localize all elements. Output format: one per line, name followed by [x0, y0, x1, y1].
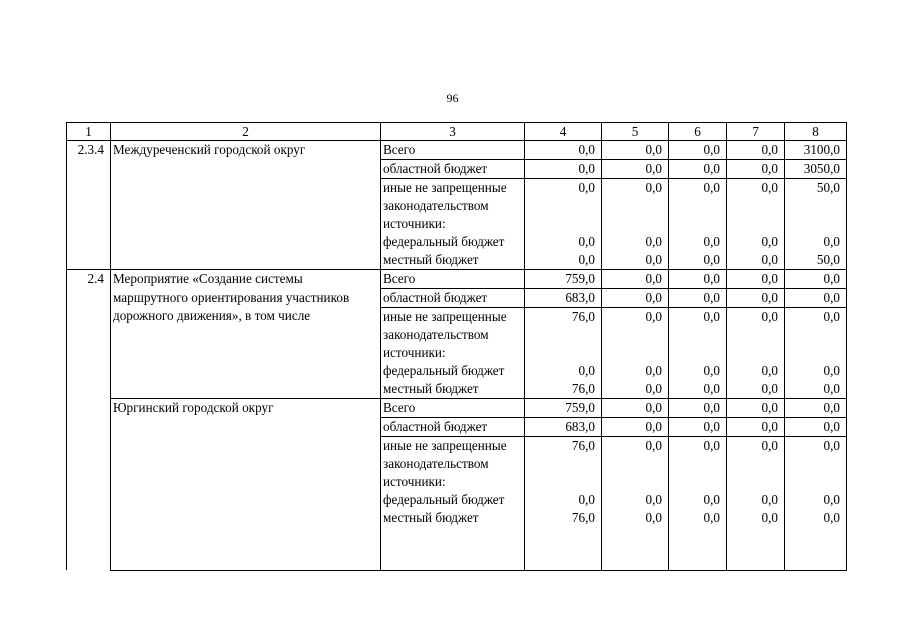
funding-source: федеральный бюджет — [381, 362, 525, 380]
value-cell: 0,0 — [785, 270, 847, 289]
value-cell: 0,0 — [525, 251, 602, 270]
value-cell: 683,0 — [525, 289, 602, 308]
value-cell: 0,0 — [602, 308, 669, 363]
row-name: Мероприятие «Создание системы маршрутного ориентирования участников дорожного движения», в том числе — [111, 270, 381, 399]
funding-source: Всего — [381, 399, 525, 418]
column-header: 5 — [602, 123, 669, 141]
value-cell: 0,0 — [785, 418, 847, 437]
funding-source: местный бюджет — [381, 380, 525, 399]
value-cell: 0,0 — [785, 362, 847, 380]
value-cell: 0,0 — [727, 141, 785, 160]
value-cell: 0,0 — [785, 380, 847, 399]
value-cell: 0,0 — [669, 141, 727, 160]
source-line: источники: — [383, 216, 446, 231]
funding-source — [381, 437, 525, 492]
column-header: 2 — [111, 123, 381, 141]
source-line: законодательством — [383, 327, 489, 342]
column-header: 7 — [727, 123, 785, 141]
value-cell: 0,0 — [785, 399, 847, 418]
funding-source: местный бюджет — [381, 251, 525, 270]
value-cell: 0,0 — [785, 437, 847, 492]
value-cell: 50,0 — [785, 251, 847, 270]
funding-source: областной бюджет — [381, 418, 525, 437]
value-cell: 0,0 — [602, 270, 669, 289]
value-cell: 0,0 — [727, 362, 785, 380]
value-cell: 0,0 — [669, 380, 727, 399]
source-line: законодательством — [383, 198, 489, 213]
value-cell: 0,0 — [602, 399, 669, 418]
value-cell: 0,0 — [727, 233, 785, 251]
value-cell: 0,0 — [727, 289, 785, 308]
value-cell: 0,0 — [669, 179, 727, 234]
value-cell: 0,0 — [525, 141, 602, 160]
column-header: 6 — [669, 123, 727, 141]
value-cell: 0,0 — [602, 362, 669, 380]
value-cell: 50,0 — [785, 179, 847, 234]
value-cell: 3100,0 — [785, 141, 847, 160]
value-cell: 0,0 — [602, 418, 669, 437]
value-cell: 0,0 — [602, 509, 669, 570]
value-cell: 0,0 — [602, 491, 669, 509]
value-cell: 76,0 — [525, 509, 602, 570]
value-cell: 76,0 — [525, 437, 602, 492]
value-cell: 0,0 — [785, 289, 847, 308]
value-cell: 0,0 — [727, 179, 785, 234]
source-line: иные не запрещенные — [383, 438, 507, 453]
funding-source: областной бюджет — [381, 160, 525, 179]
value-cell: 0,0 — [602, 179, 669, 234]
value-cell: 683,0 — [525, 418, 602, 437]
value-cell: 0,0 — [727, 399, 785, 418]
value-cell: 0,0 — [727, 308, 785, 363]
value-cell: 0,0 — [785, 491, 847, 509]
funding-source — [381, 179, 525, 234]
value-cell: 0,0 — [602, 437, 669, 492]
value-cell: 0,0 — [669, 509, 727, 570]
value-cell: 0,0 — [669, 251, 727, 270]
value-cell: 0,0 — [727, 160, 785, 179]
value-cell: 0,0 — [669, 362, 727, 380]
value-cell: 0,0 — [785, 233, 847, 251]
value-cell: 0,0 — [727, 418, 785, 437]
value-cell: 0,0 — [727, 437, 785, 492]
funding-source: Всего — [381, 270, 525, 289]
value-cell: 0,0 — [669, 399, 727, 418]
value-cell: 0,0 — [602, 160, 669, 179]
value-cell: 0,0 — [669, 289, 727, 308]
source-line: законодательством — [383, 456, 489, 471]
funding-source: федеральный бюджет — [381, 491, 525, 509]
row-name: Междуреченский городской округ — [111, 141, 381, 270]
budget-table — [66, 122, 847, 571]
column-header: 8 — [785, 123, 847, 141]
funding-source: областной бюджет — [381, 289, 525, 308]
value-cell: 0,0 — [602, 233, 669, 251]
value-cell: 0,0 — [525, 491, 602, 509]
value-cell: 0,0 — [525, 362, 602, 380]
funding-source: местный бюджет — [381, 509, 525, 570]
row-code: 2.4 — [67, 270, 111, 571]
source-line: иные не запрещенные — [383, 309, 507, 324]
value-cell: 0,0 — [785, 308, 847, 363]
value-cell: 0,0 — [602, 380, 669, 399]
value-cell: 0,0 — [669, 437, 727, 492]
header-row — [67, 123, 847, 141]
row-code: 2.3.4 — [67, 141, 111, 270]
value-cell: 3050,0 — [785, 160, 847, 179]
funding-source: федеральный бюджет — [381, 233, 525, 251]
value-cell: 0,0 — [727, 251, 785, 270]
value-cell: 76,0 — [525, 380, 602, 399]
value-cell: 0,0 — [525, 233, 602, 251]
value-cell: 0,0 — [602, 289, 669, 308]
value-cell: 759,0 — [525, 270, 602, 289]
value-cell: 0,0 — [727, 509, 785, 570]
value-cell: 0,0 — [602, 141, 669, 160]
column-header: 4 — [525, 123, 602, 141]
value-cell: 0,0 — [727, 491, 785, 509]
value-cell: 0,0 — [602, 251, 669, 270]
source-line: иные не запрещенные — [383, 180, 507, 195]
value-cell: 0,0 — [669, 418, 727, 437]
value-cell: 76,0 — [525, 308, 602, 363]
value-cell: 0,0 — [727, 380, 785, 399]
value-cell: 0,0 — [669, 160, 727, 179]
value-cell: 0,0 — [669, 233, 727, 251]
value-cell: 0,0 — [669, 308, 727, 363]
value-cell: 0,0 — [525, 179, 602, 234]
value-cell: 0,0 — [727, 270, 785, 289]
column-header: 3 — [381, 123, 525, 141]
source-line: источники: — [383, 345, 446, 360]
value-cell: 0,0 — [525, 160, 602, 179]
funding-source: Всего — [381, 141, 525, 160]
page-number: 96 — [446, 91, 459, 105]
value-cell: 0,0 — [669, 270, 727, 289]
table-row — [67, 399, 847, 418]
source-line: источники: — [383, 474, 446, 489]
value-cell: 0,0 — [669, 491, 727, 509]
column-header: 1 — [67, 123, 111, 141]
table-row — [67, 270, 847, 289]
table-row — [67, 141, 847, 160]
value-cell: 0,0 — [785, 509, 847, 570]
row-name: Юргинский городской округ — [111, 399, 381, 571]
funding-source — [381, 308, 525, 363]
value-cell: 759,0 — [525, 399, 602, 418]
